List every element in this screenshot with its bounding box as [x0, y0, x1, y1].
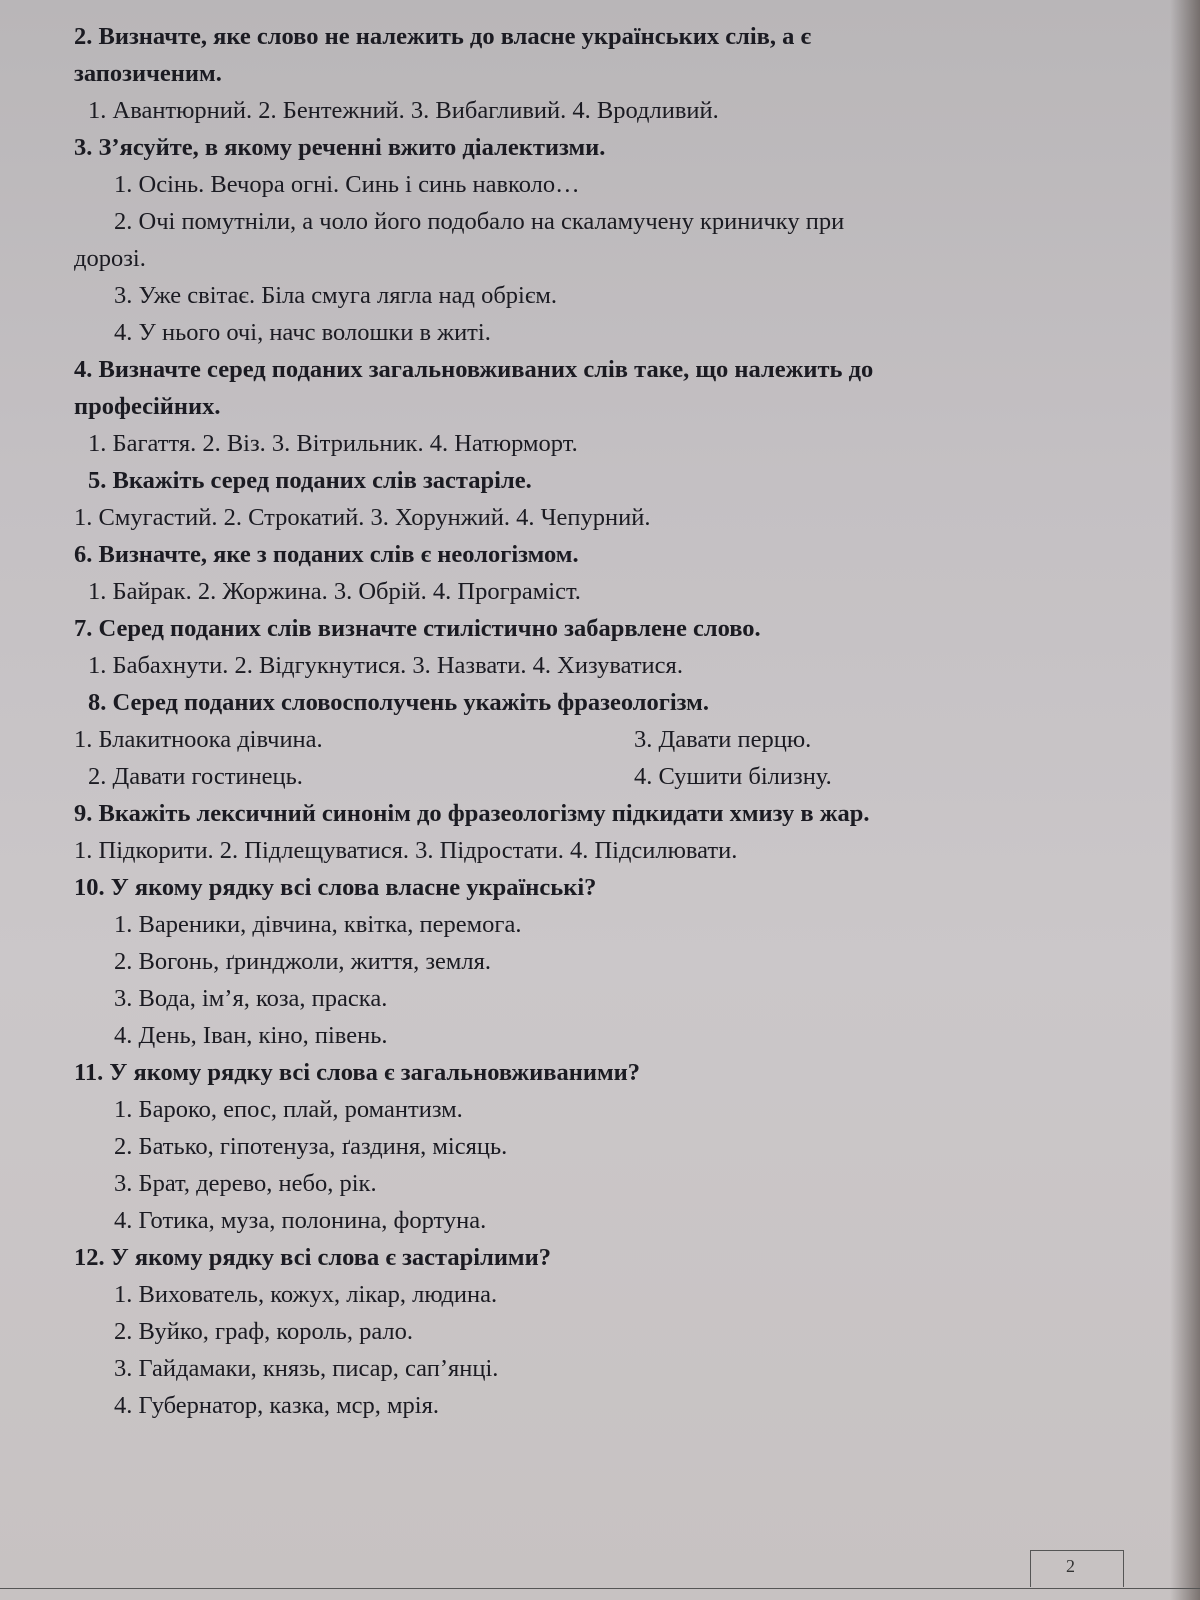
answer-option: 1. Авантюрний. 2. Бентежний. 3. Вибагливий. 4. Вродливий.: [88, 97, 719, 124]
question-text: 8. Серед поданих словосполучень укажіть фразеологізм.: [88, 689, 709, 716]
questions-2-to-8: [74, 18, 1074, 721]
question-text: 6. Визначте, яке з поданих слів є неологізмом.: [74, 541, 579, 568]
answer-option: 1. Смугастий. 2. Строкатий. 3. Хорунжий. 4. Чепурний.: [74, 504, 651, 531]
option-row: [74, 721, 1074, 758]
answer-option: 2. Вуйко, граф, король, рало.: [114, 1318, 414, 1345]
answer-option: 4. Губернатор, казка, мср, мрія.: [114, 1392, 439, 1419]
option-right: 4. Сушити білизну.: [634, 763, 832, 790]
question-8-options: [74, 721, 1074, 795]
answer-option: 1. Підкорити. 2. Підлещуватися. 3. Підростати. 4. Підсилювати.: [74, 837, 738, 864]
question-text: 11. У якому рядку всі слова є загальновживаними?: [74, 1059, 641, 1086]
answer-option: 3. Вода, ім’я, коза, праска.: [114, 985, 388, 1012]
footer-rule: [0, 1588, 1200, 1589]
option-row: [74, 758, 1074, 795]
answer-option: 3. Брат, дерево, небо, рік.: [114, 1170, 377, 1197]
question-text: 7. Серед поданих слів визначте стилістично забарвлене слово.: [74, 615, 761, 642]
answer-option: 2. Вогонь, ґринджоли, життя, земля.: [114, 948, 492, 975]
option-right: 3. Давати перцю.: [634, 726, 812, 753]
answer-option: 1. Багаття. 2. Віз. 3. Вітрильник. 4. Натюрморт.: [88, 430, 578, 457]
answer-option: 4. Готика, муза, полонина, фортуна.: [114, 1207, 487, 1234]
answer-option: дорозі.: [74, 245, 146, 272]
page-number: 2: [1066, 1556, 1075, 1576]
question-text: 12. У якому рядку всі слова є застарілими?: [74, 1244, 551, 1271]
answer-option: 1. Вихователь, кожух, лікар, людина.: [114, 1281, 498, 1308]
answer-option: 1. Бароко, епос, плай, романтизм.: [114, 1096, 463, 1123]
question-text: 4. Визначте серед поданих загальновживаних слів таке, що належить до: [74, 356, 874, 383]
question-text: 2. Визначте, яке слово не належить до власне українських слів, а є: [74, 23, 812, 50]
question-text: 3. З’ясуйте, в якому реченні вжито діалектизми.: [74, 134, 606, 161]
answer-option: 4. День, Іван, кіно, півень.: [114, 1022, 388, 1049]
option-left: 2. Давати гостинець.: [88, 763, 303, 790]
page-edge-shadow: [1170, 0, 1200, 1600]
answer-option: 1. Байрак. 2. Жоржина. 3. Обрій. 4. Програміст.: [88, 578, 581, 605]
question-text: професійних.: [74, 393, 221, 420]
test-questions: [74, 18, 1074, 1424]
answer-option: 2. Батько, гіпотенуза, ґаздиня, місяць.: [114, 1133, 508, 1160]
answer-option: 1. Бабахнути. 2. Відгукнутися. 3. Назвати. 4. Хизуватися.: [88, 652, 683, 679]
answer-option: 1. Осінь. Вечора огні. Синь і синь навколо…: [114, 171, 580, 198]
answer-option: 3. Уже світає. Біла смуга лягла над обрієм.: [114, 282, 557, 309]
question-text: 9. Вкажіть лексичний синонім до фразеологізму підкидати хмизу в жар.: [74, 800, 870, 827]
page-number-frame: [1030, 1550, 1124, 1587]
question-text: 10. У якому рядку всі слова власне українські?: [74, 874, 597, 901]
answer-option: 2. Очі помутніли, а чоло його подобало на скаламучену криничку при: [114, 208, 845, 235]
answer-option: 1. Вареники, дівчина, квітка, перемога.: [114, 911, 522, 938]
question-text: 5. Вкажіть серед поданих слів застаріле.: [88, 467, 532, 494]
questions-9-to-12: [74, 795, 1074, 1424]
question-text: запозиченим.: [74, 60, 222, 87]
answer-option: 4. У нього очі, начс волошки в житі.: [114, 319, 491, 346]
option-left: 1. Блакитноока дівчина.: [74, 726, 323, 753]
answer-option: 3. Гайдамаки, князь, писар, сап’янці.: [114, 1355, 499, 1382]
